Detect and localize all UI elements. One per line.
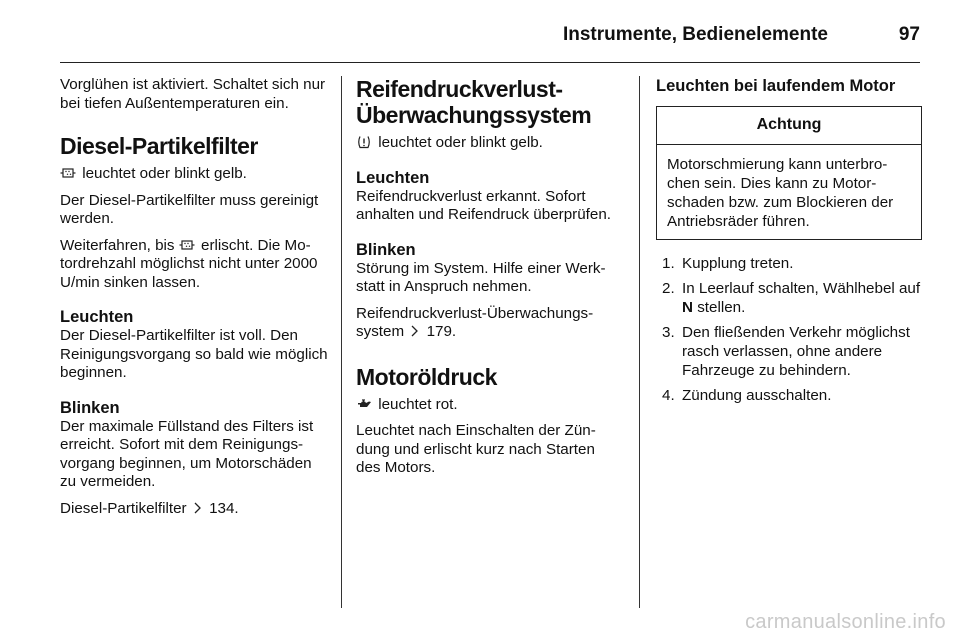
dpf-xref-label: Diesel-Partikelfilter <box>60 499 187 517</box>
warning-box <box>656 106 922 240</box>
oil-status-text: leuchtet rot. <box>378 395 458 413</box>
dpf-blinken-heading: Blinken <box>60 398 120 417</box>
dpf-paragraph-1: Der Diesel-Partikelfilter muss gereinigt werden. <box>60 191 319 227</box>
dpf-section-title: Diesel-Partikelfilter <box>60 133 258 159</box>
oil-text: Leuchtet nach Einschalten der Zündung und erlischt kurz nach Starten des Motors. <box>356 422 596 476</box>
oil-section-title: Motoröldruck <box>356 363 497 390</box>
column-middle <box>356 76 622 488</box>
warning-title: Achtung <box>657 107 921 145</box>
page-reference-arrow-icon <box>410 325 419 337</box>
list-item: 1. Kupplung treten. <box>662 255 794 272</box>
dpf-paragraph-2-start: Weiterfahren, bis <box>60 236 175 254</box>
column-divider-left <box>341 76 342 608</box>
tire-pressure-warning-icon <box>356 135 372 149</box>
dpf-leuchten-heading: Leuchten <box>60 308 134 326</box>
list-item: 3. Den fließenden Verkehr möglichst rasch verlassen, ohne andere Fahrzeuge zu behindern. <box>662 324 910 379</box>
column-divider-right <box>639 76 640 608</box>
tpms-status <box>356 134 622 153</box>
tpms-blinken-heading: Blinken <box>356 240 416 259</box>
tpms-xref-page: 179. <box>426 323 457 340</box>
tpms-leuchten-heading: Leuchten <box>356 168 430 187</box>
tpms-status-text: leuchtet oder blinkt gelb. <box>378 134 543 151</box>
dpf-leuchten-text: Der Diesel-Partikelfilter ist voll. Den Reinigungsvorgang so bald wie möglich beginnen. <box>60 327 328 381</box>
diesel-particulate-filter-icon <box>179 238 195 252</box>
oil-status <box>356 396 622 415</box>
page-reference-arrow-icon <box>193 502 202 514</box>
page-number: 97 <box>898 24 920 45</box>
gear-position-n: N <box>682 299 693 316</box>
tpms-section-title <box>356 76 622 128</box>
tpms-cross-reference[interactable] <box>356 305 622 342</box>
diesel-particulate-filter-icon <box>60 166 76 180</box>
running-engine-heading: Leuchten bei laufendem Motor <box>656 77 896 95</box>
dpf-xref-page: 134. <box>209 499 239 517</box>
page-header <box>60 18 920 63</box>
tpms-blinken-text: Störung im System. Hilfe einer Werkstatt in Anspruch nehmen. <box>356 259 606 295</box>
list-item: 2. In Leerlauf schalten, Wählhebel auf N stellen. <box>662 280 921 316</box>
dpf-paragraph-2 <box>60 237 328 293</box>
dpf-status-text: leuchtet oder blinkt gelb. <box>82 165 247 182</box>
dpf-blinken-text: Der maximale Füllstand des Filters ist erreicht. Sofort mit dem Reinigungsvorgang beginnen, um Motorschäden zu vermeiden. <box>60 417 314 490</box>
tpms-title-line-2: Überwachungssystem <box>356 102 592 128</box>
watermark: carmanualsonline.info <box>745 611 946 633</box>
tpms-leuchten-text: Reifendruckverlust erkannt. Sofort anhalten und Reifendruck überprüfen. <box>356 187 611 223</box>
dpf-cross-reference[interactable] <box>60 500 328 519</box>
steps-list <box>656 254 922 405</box>
tpms-xref-label: Reifendruckverlust-Überwachungssystem <box>356 304 594 340</box>
running-title: Instrumente, Bedienelemente <box>562 24 828 45</box>
list-item: 4. Zündung ausschalten. <box>662 387 832 404</box>
dpf-paragraph-2-end: erlischt. Die Motordrehzahl möglichst nicht unter 2000 U/min sinken lassen. <box>60 236 318 291</box>
dpf-status <box>60 165 328 184</box>
tpms-title-line-1: Reifendruckverlust- <box>356 76 563 102</box>
warning-text: Motorschmierung kann unterbrochen sein. Dies kann zu Motorschaden bzw. zum Blockieren der Antriebsräder führen. <box>667 156 894 230</box>
oil-can-icon <box>356 397 372 411</box>
column-left <box>60 76 328 528</box>
column-right <box>656 76 922 411</box>
intro-paragraph: Vorglühen ist aktiviert. Schaltet sich nur bei tiefen Außentemperaturen ein. <box>60 76 326 112</box>
